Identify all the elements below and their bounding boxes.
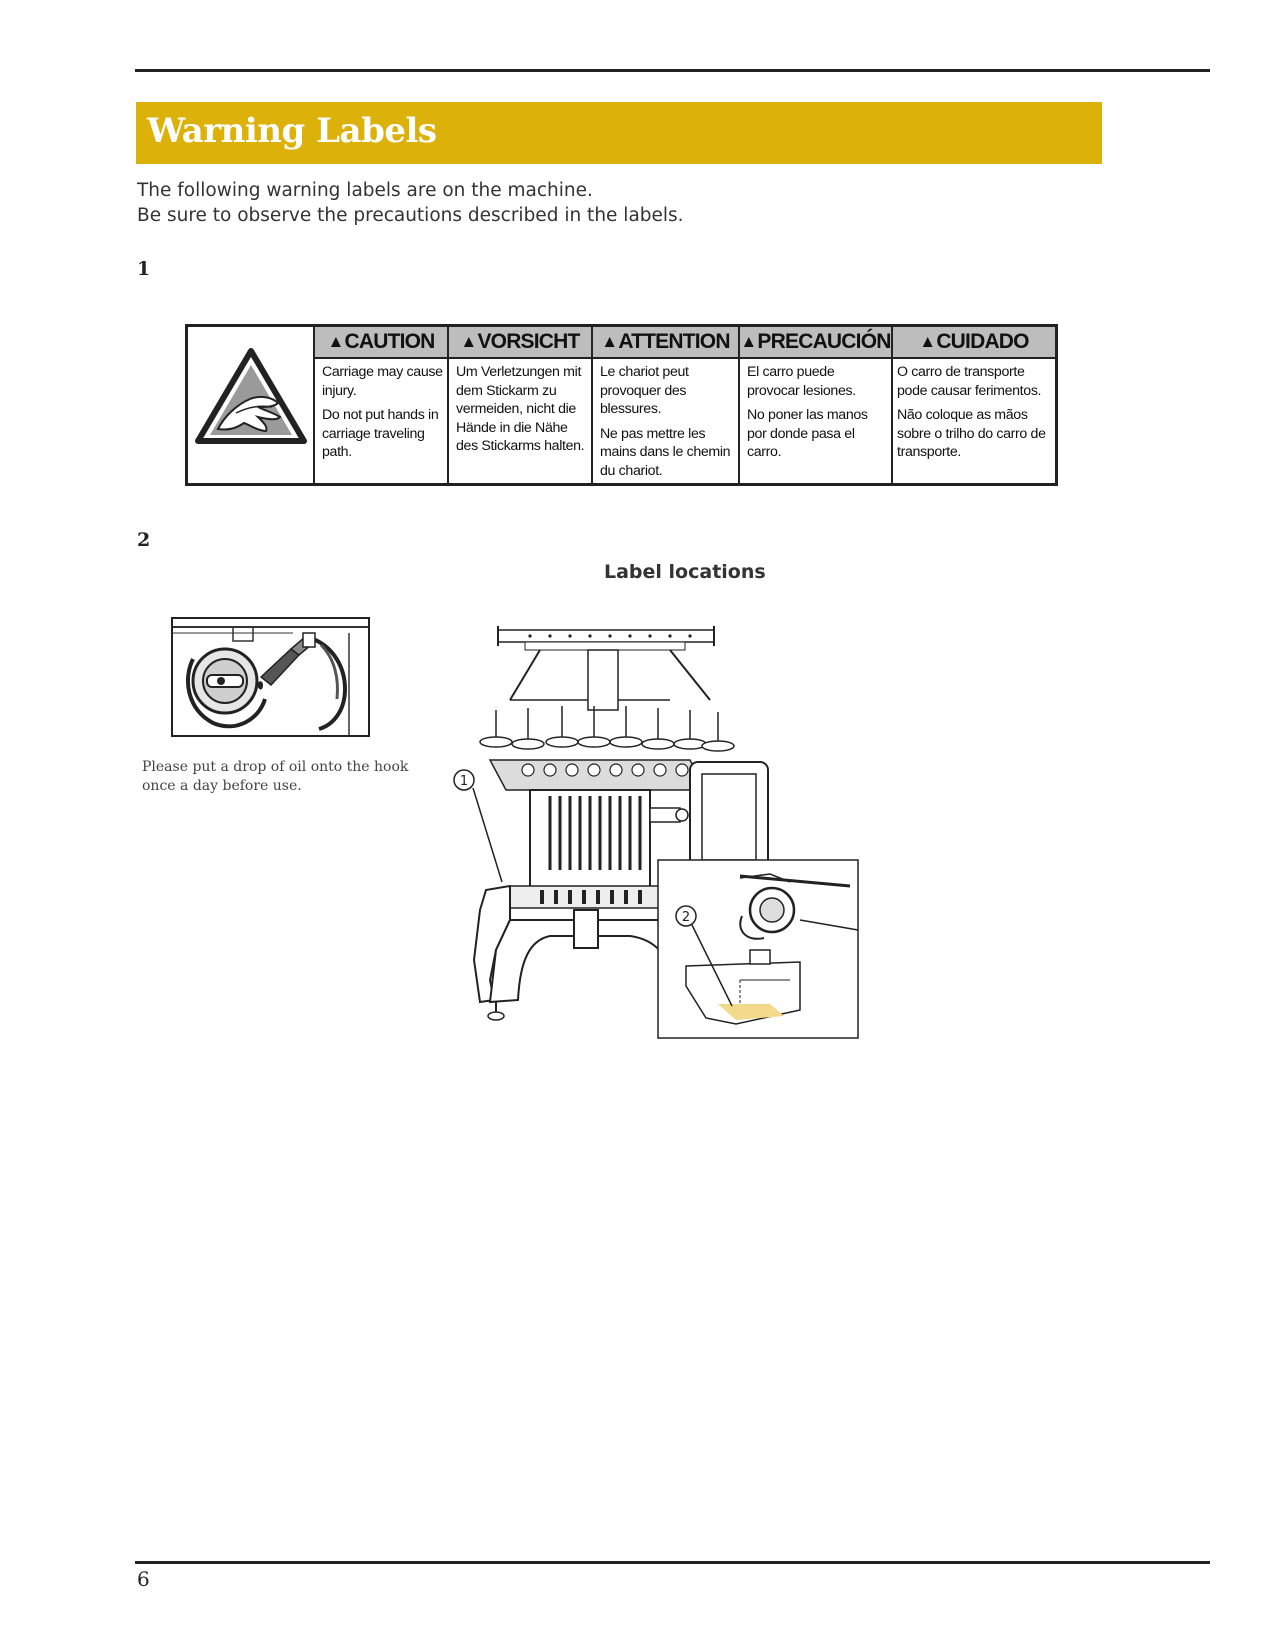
label-header-text: VORSICHT <box>477 330 580 353</box>
hook-oil-caption <box>142 758 408 796</box>
page-number: 6 <box>137 1567 150 1591</box>
section-number-2: 2 <box>137 529 151 551</box>
label-header-text: ATTENTION <box>618 330 730 353</box>
hook-caption-line-1: Please put a drop of oil onto the hook <box>142 759 409 775</box>
page-title: Warning Labels <box>147 111 437 151</box>
label-text: El carro puede provocar lesiones. <box>747 364 856 399</box>
intro-line-2: Be sure to observe the precautions described in the labels. <box>137 205 684 226</box>
label-header-text: CAUTION <box>344 330 435 353</box>
label-header-precaucion <box>740 327 891 359</box>
label-text: Carriage may cause injury. <box>322 364 443 399</box>
warning-triangle-icon: ▲ <box>740 332 757 351</box>
label-column-portuguese <box>893 327 1055 483</box>
hand-crush-warning-icon <box>188 327 315 483</box>
intro-text <box>137 178 684 228</box>
hook-caption-line-2: once a day before use. <box>142 778 302 794</box>
label-header-attention <box>593 327 738 359</box>
label-text: O carro de transporte pode causar ferimentos. <box>897 364 1042 399</box>
label-locations-heading: Label locations <box>604 561 766 583</box>
embroidery-machine-diagram <box>459 620 910 1080</box>
top-rule <box>135 69 1210 72</box>
label-text: Do not put hands in carriage traveling path. <box>322 407 439 460</box>
warning-label-panel <box>185 324 1058 486</box>
intro-line-1: The following warning labels are on the machine. <box>137 180 593 201</box>
label-column-english <box>315 327 449 483</box>
label-column-french <box>593 327 740 483</box>
warning-triangle-icon: ▲ <box>919 332 936 351</box>
bottom-rule <box>135 1561 1210 1564</box>
label-header-text: PRECAUCIÓN <box>757 330 891 353</box>
label-text: Não coloque as mãos sobre o trilho do carro de transporte. <box>897 407 1046 460</box>
label-text: Le chariot peut provoquer des blessures. <box>600 364 689 417</box>
section-number-1: 1 <box>137 258 151 280</box>
label-text: No poner las manos por donde pasa el carro. <box>747 407 868 460</box>
label-header-caution <box>315 327 447 359</box>
warning-triangle-icon: ▲ <box>460 332 477 351</box>
label-text: Um Verletzungen mit dem Stickarm zu vermeiden, nicht die Hände in die Nähe des Stickarms halten. <box>456 364 585 454</box>
label-column-spanish <box>740 327 893 483</box>
label-header-cuidado <box>893 327 1055 359</box>
label-header-vorsicht <box>449 327 591 359</box>
callout-2: 2 <box>681 910 691 925</box>
warning-triangle-icon: ▲ <box>601 332 618 351</box>
label-column-german <box>449 327 593 483</box>
hook-oil-label-illustration <box>171 617 370 737</box>
warning-triangle-icon: ▲ <box>327 332 344 351</box>
callout-1: 1 <box>459 774 469 789</box>
label-header-text: CUIDADO <box>936 330 1029 353</box>
label-text: Ne pas mettre les mains dans le chemin du chariot. <box>600 425 731 479</box>
title-banner <box>136 102 1102 164</box>
